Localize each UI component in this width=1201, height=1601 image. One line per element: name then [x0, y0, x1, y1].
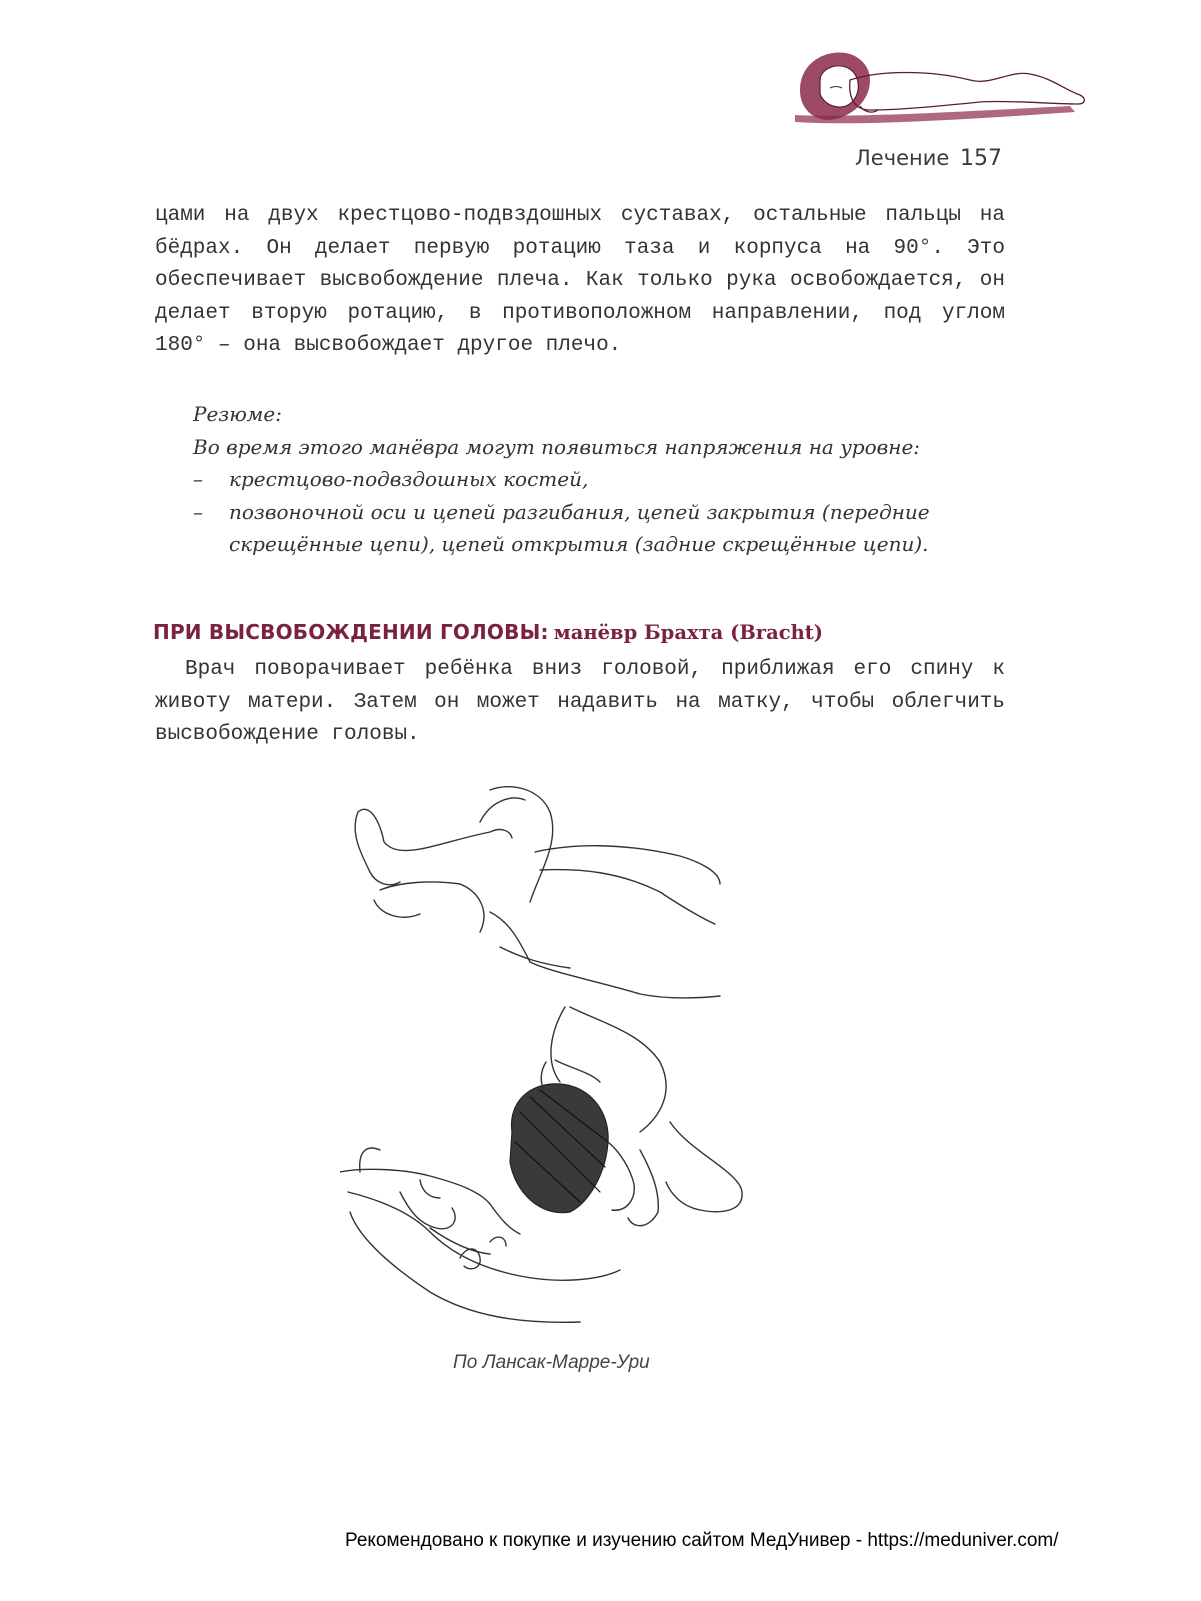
- summary-intro: Во время этого манёвра могут появиться напряжения на уровне:: [193, 434, 921, 459]
- summary-item-line: скрещённые цепи), цепей открытия (задние скрещённые цепи).: [229, 532, 929, 556]
- list-dash: –: [193, 499, 203, 524]
- section-heading-lead: ПРИ ВЫСВОБОЖДЕНИИ ГОЛОВЫ:: [153, 620, 549, 644]
- paragraph-1: цами на двух крестцово-подвздошных суставах, остальные пальцы на бёдрах. Он делает первую ротацию таза и корпуса на 90°. Это обеспечивает высвобождение плеча. Как только рука освобождается, он делает вторую ротацию, в противоположном направлении, под углом 180° – она высвобождает другое плечо.: [155, 204, 1005, 357]
- page-number: 157: [960, 146, 1003, 171]
- running-head: [855, 146, 1005, 171]
- bracht-maneuver-illustration: [340, 772, 780, 1332]
- summary-item: [193, 463, 1003, 496]
- summary-item-line: крестцово-подвздошных костей,: [229, 467, 589, 491]
- running-head-title: Лечение: [855, 146, 950, 170]
- section-body: [155, 654, 1005, 752]
- summary-item: [193, 496, 1003, 561]
- body-paragraph: [155, 200, 1005, 363]
- section-heading-rest: манёвр Брахта (Bracht): [553, 621, 823, 644]
- section-paragraph: Врач поворачивает ребёнка вниз головой, приближая его спину к животу матери. Затем он может надавить на матку, чтобы облегчить высвобождение головы.: [155, 658, 1005, 746]
- summary-block: [193, 398, 1003, 561]
- figure-caption: По Лансак-Марре-Ури: [453, 1352, 650, 1373]
- sleeping-baby-illustration: [790, 40, 1110, 150]
- summary-label: Резюме:: [193, 402, 282, 426]
- summary-item-line: позвоночной оси и цепей разгибания, цепей закрытия (передние: [229, 499, 930, 524]
- list-dash: –: [193, 467, 203, 491]
- footer-credit: Рекомендовано к покупке и изучению сайтом МедУнивер - https://meduniver.com/: [345, 1530, 1059, 1551]
- section-heading: [153, 620, 1053, 644]
